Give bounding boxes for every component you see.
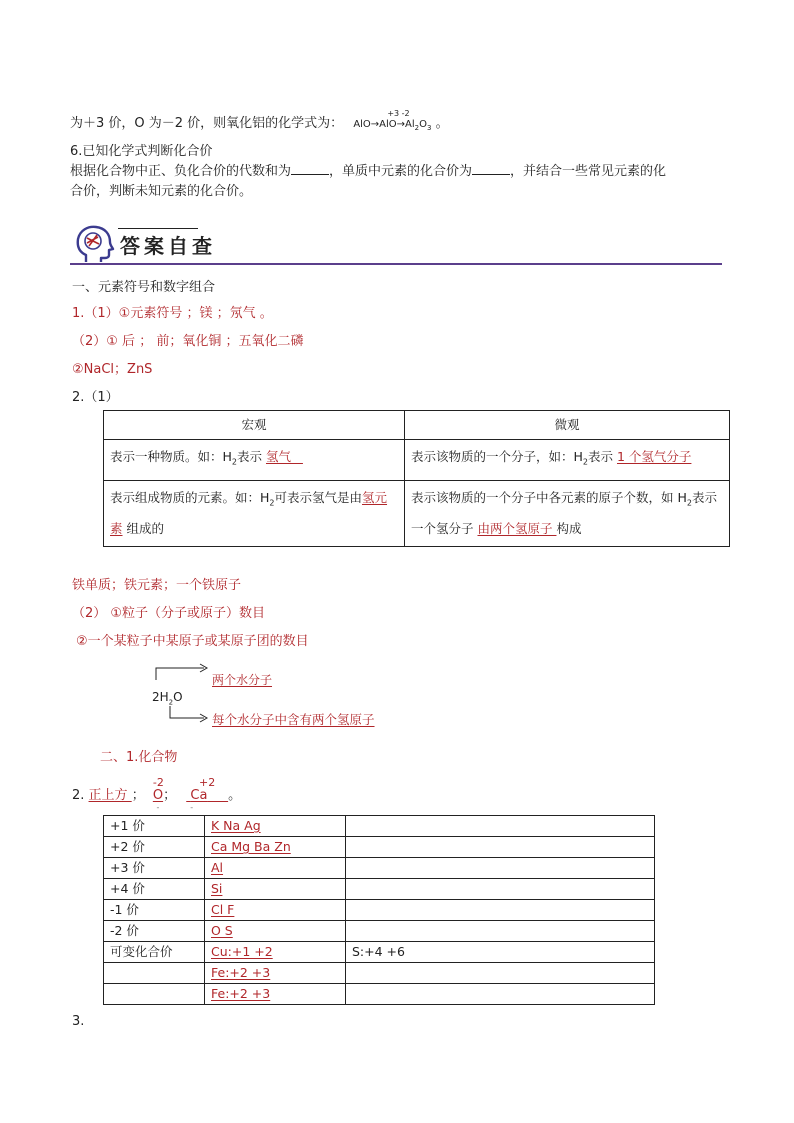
cell-sub: 2 (231, 457, 237, 467)
formula-part-b: O (419, 119, 428, 130)
answer-1-3: ②NaCl；ZnS (72, 362, 153, 377)
table-cell (405, 480, 730, 547)
extra-cell (346, 963, 655, 984)
sec6-text-a: 根据化合物中正、负化合价的代数和为 (70, 164, 292, 179)
dot-mark: - (156, 803, 160, 812)
banner-rule (70, 263, 722, 265)
valence-cell-text: +2 价 (110, 839, 145, 854)
cell-text: 表示 (588, 449, 617, 464)
elements-cell-text: O S (211, 923, 233, 938)
valence-table (103, 815, 655, 1005)
elements-cell-text: Ca Mg Ba Zn (211, 839, 291, 854)
answer-one-molecule: 1 个氢气分子 (616, 449, 692, 464)
extra-cell (346, 879, 655, 900)
answer-1-1: 1.（1）①元素符号 ；镁 ；氖气 。 (72, 306, 273, 321)
table-row (104, 921, 655, 942)
line-end: 。 (228, 788, 242, 803)
cell-text: 表示 (237, 449, 266, 464)
table-row (104, 440, 730, 481)
extra-cell-text: S:+4 +6 (352, 944, 405, 959)
cell-sub: 2 (686, 498, 692, 507)
extra-cell (346, 816, 655, 837)
elements-cell (205, 984, 346, 1005)
table-cell (104, 440, 405, 481)
answer-1-2: （2）① 后 ； 前；氧化铜 ；五氧化二磷 (72, 334, 304, 349)
elements-cell (205, 858, 346, 879)
water-formula (152, 690, 183, 706)
header-macro: 宏观 (104, 411, 405, 440)
cell-text: 构成 (556, 521, 582, 536)
answer-banner (70, 222, 722, 266)
separator: ； (131, 788, 145, 803)
alumina-formula (353, 109, 432, 132)
cell-sub: 2 (269, 498, 275, 507)
extra-cell (346, 942, 655, 963)
answer-directly-above: 正上方 (88, 788, 132, 803)
elements-cell-text: Fe:+2 +3 (211, 986, 271, 1001)
oxygen-valence (152, 776, 164, 812)
extra-cell (346, 900, 655, 921)
formula-valence-marks: +3 -2 (387, 109, 410, 118)
table-cell (104, 480, 405, 547)
elements-cell-text: Fe:+2 +3 (211, 965, 271, 980)
table-cell (405, 440, 730, 481)
formula-sub-2: 2 (414, 124, 420, 132)
macro-micro-table (103, 410, 730, 547)
table-row (104, 411, 730, 440)
valence-cell (104, 900, 205, 921)
calcium-symbol: Ca (190, 788, 208, 803)
dot-mark: - (190, 803, 194, 812)
head-brain-icon (72, 222, 116, 266)
elements-cell-text: K Na Ag (211, 818, 261, 833)
valence-cell-text: -1 价 (110, 902, 139, 917)
sec6-line1 (70, 160, 666, 179)
cell-text: 表示该物质的一个分子中各元素的原子个数，如 H (411, 489, 687, 505)
banner-title: 答案自查 (120, 234, 216, 258)
sec6-text-b: ，单质中元素的化合价为 (329, 164, 473, 179)
label-two-water-molecules: 两个水分子 (212, 673, 273, 687)
valence-cell (104, 858, 205, 879)
calcium-valence-value: +2 (199, 776, 216, 789)
extra-cell (346, 921, 655, 942)
oxygen-symbol: O (152, 788, 164, 803)
answer-two-atoms: 由两个氢原子 (477, 521, 557, 536)
oxygen-valence-value: -2 (152, 776, 164, 789)
formula-part-a: AlO→AlO→Al (353, 119, 415, 130)
elements-cell-text: Cl F (211, 902, 235, 917)
elements-cell-text: Si (211, 881, 223, 896)
valence-cell (104, 984, 205, 1005)
formula-end: 。 (435, 116, 449, 131)
valence-cell (104, 963, 205, 984)
intro-valence-text: 为＋3 价，O 为－2 价，则氧化铝的化学式为： (70, 116, 344, 131)
elements-cell (205, 816, 346, 837)
valence-cell (104, 942, 205, 963)
valence-cell-text: 可变化合价 (110, 944, 173, 959)
valence-cell-text: -2 价 (110, 923, 139, 938)
extra-cell (346, 858, 655, 879)
cell-sub: 2 (582, 457, 588, 467)
cell-text: 可表示氢气是由 (274, 489, 363, 505)
elements-cell-text: Cu:+1 +2 (211, 944, 273, 959)
elements-cell (205, 837, 346, 858)
elements-cell (205, 879, 346, 900)
answer-2-2: （2） ①粒子（分子或原子）数目 (72, 606, 266, 621)
table-row (104, 858, 655, 879)
header-micro: 微观 (405, 411, 730, 440)
cell-text: 组成的 (122, 521, 164, 536)
label-two-hydrogen-atoms: 每个水分子中含有两个氢原子 (212, 712, 375, 727)
blank-element-valence[interactable] (472, 162, 510, 175)
answer-hydrogen-gas: 氢气 (265, 449, 291, 464)
extra-cell (346, 837, 655, 858)
cell-text: 表示一个氢分子 (411, 489, 717, 536)
table-row (104, 879, 655, 900)
valence-cell (104, 879, 205, 900)
separator: ； (163, 788, 177, 803)
valence-cell (104, 921, 205, 942)
table-row (104, 816, 655, 837)
table-row (104, 942, 655, 963)
intro-valence-line (70, 109, 449, 132)
formula-sub: 2 (168, 698, 174, 707)
elements-cell (205, 900, 346, 921)
line-prefix: 2. (72, 788, 85, 803)
calcium-valence (186, 776, 228, 812)
blank-sum[interactable] (291, 162, 329, 175)
answer-hydrogen-element: 氢元素 (110, 489, 388, 536)
elements-cell (205, 921, 346, 942)
extra-cell (346, 984, 655, 1005)
cell-text: 表示一种物质。如：H (110, 449, 232, 464)
iron-answer: 铁单质；铁元素；一个铁原子 (72, 578, 242, 593)
table-row (104, 963, 655, 984)
answer-2-1: 2.（1） (72, 390, 119, 405)
table-row (104, 984, 655, 1005)
answer-3: 3. (72, 1014, 85, 1029)
valence-cell-text: +3 价 (110, 860, 145, 875)
formula-coefficient: 2H (152, 690, 169, 704)
answer-2-3: ②一个某粒子中某原子或某原子团的数目 (76, 634, 309, 649)
answer-2-position (72, 776, 242, 812)
sec1-title: 一、元素符号和数字组合 (72, 280, 216, 295)
cell-text: 表示组成物质的元素。如：H (110, 489, 270, 505)
elements-cell (205, 963, 346, 984)
banner-title-overline (118, 228, 198, 229)
valence-cell-text: +4 价 (110, 881, 145, 896)
elements-cell (205, 942, 346, 963)
table-row (104, 900, 655, 921)
table-row (104, 837, 655, 858)
elements-cell-text: Al (211, 860, 224, 875)
table-row (104, 480, 730, 547)
valence-cell-text: +1 价 (110, 818, 145, 833)
formula-oxygen: O (173, 690, 183, 704)
sec6-title: 6.已知化学式判断化合价 (70, 144, 213, 159)
cell-text: 表示该物质的一个分子，如：H (411, 449, 583, 464)
formula-sub-3: 3 (427, 124, 432, 132)
sec6-line2: 合价，判断未知元素的化合价。 (70, 184, 253, 199)
water-diagram (140, 662, 440, 732)
valence-cell (104, 837, 205, 858)
sec6-text-c: ，并结合一些常见元素的化 (510, 164, 667, 179)
valence-cell (104, 816, 205, 837)
sec2-title: 二、1.化合物 (100, 750, 178, 765)
